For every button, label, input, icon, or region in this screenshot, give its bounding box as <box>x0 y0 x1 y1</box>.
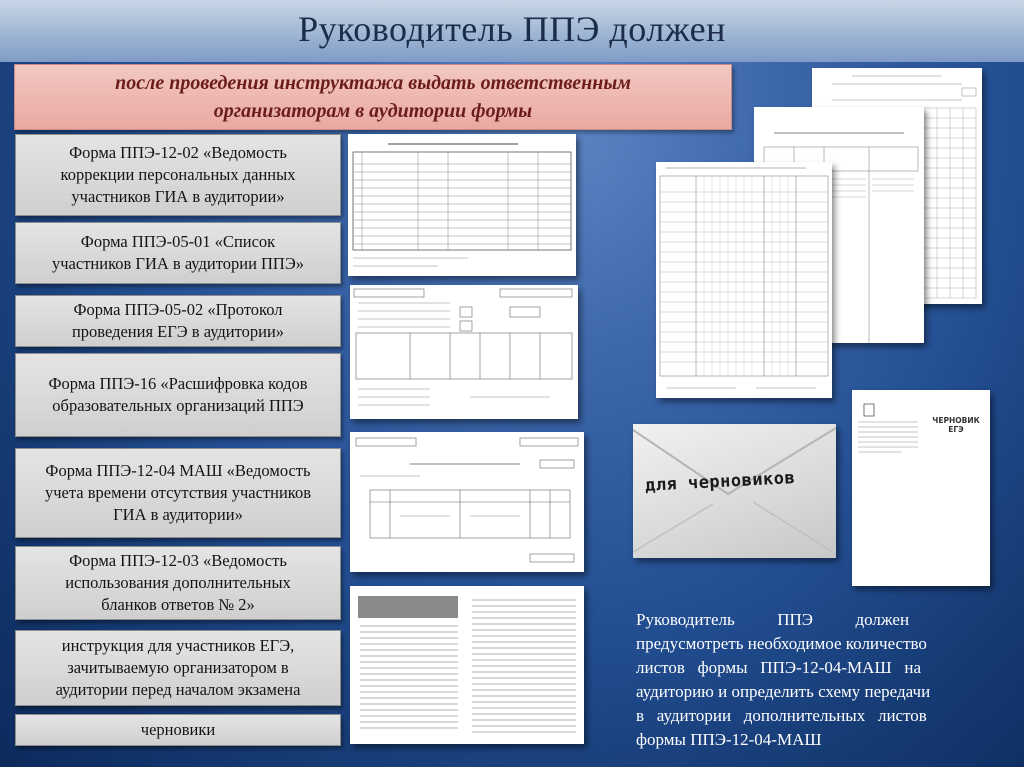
form-box-ppe-12-02 <box>15 134 341 216</box>
form-box-line: участников ГИА в аудитории ППЭ» <box>52 254 304 273</box>
form-box-line: черновики <box>140 720 216 739</box>
form-box-line: ГИА в аудитории» <box>113 505 243 524</box>
form-box-ppe-16 <box>15 353 341 437</box>
form-thumbnail-ppe-16 <box>350 432 584 572</box>
drafts-box <box>15 714 341 746</box>
form-box-line: Форма ППЭ-16 «Расшифровка кодов <box>48 374 308 393</box>
instruction-thumbnail <box>350 586 584 744</box>
form-box-line: Форма ППЭ-05-01 «Список <box>80 232 276 251</box>
note-line: в аудитории дополнительных листов <box>636 706 927 725</box>
stacked-form-front <box>656 162 832 398</box>
instruction-banner <box>14 64 732 130</box>
form-box-line: бланков ответов № 2» <box>101 595 255 614</box>
banner-line-2: организаторам в аудитории формы <box>213 100 533 122</box>
note-line: аудиторию и определить схему передачи <box>636 682 931 701</box>
form-box-ppe-12-04 <box>15 448 341 538</box>
form-box-line: коррекции персональных данных <box>60 165 296 184</box>
note-line: предусмотреть необходимое количество <box>636 634 927 653</box>
form-box-line: Форма ППЭ-12-04 МАШ «Ведомость <box>45 461 311 480</box>
draft-sheet-title: ЧЕРНОВИК ЕГЭ <box>932 416 980 434</box>
envelope-label: для черновиков <box>644 468 796 496</box>
form-box-line: образовательных организаций ППЭ <box>52 396 304 415</box>
form-box-line: Форма ППЭ-12-02 «Ведомость <box>69 143 287 162</box>
note-line: листов формы ППЭ-12-04-МАШ на <box>636 658 921 677</box>
form-box-line: аудитории перед началом экзамена <box>55 680 301 699</box>
instruction-box <box>15 630 341 706</box>
form-box-ppe-12-03 <box>15 546 341 620</box>
form-box-ppe-05-01 <box>15 222 341 284</box>
form-box-line: учета времени отсутствия участников <box>44 483 311 502</box>
drafts-envelope <box>633 424 836 558</box>
note-line: Руководитель ППЭ должен <box>636 610 910 629</box>
responsibility-note <box>636 608 988 752</box>
page-title: Руководитель ППЭ должен <box>298 9 726 49</box>
form-box-line: Форма ППЭ-12-03 «Ведомость <box>69 551 287 570</box>
form-box-ppe-05-02 <box>15 295 341 347</box>
form-box-line: проведения ЕГЭ в аудитории» <box>71 322 285 341</box>
form-box-line: инструкция для участников ЕГЭ, <box>61 636 295 655</box>
form-box-line: зачитываемую организатором в <box>67 658 289 677</box>
note-line: формы ППЭ-12-04-МАШ <box>636 730 822 749</box>
form-thumbnail-ppe-05-02 <box>350 285 578 419</box>
banner-line-1: после проведения инструктажа выдать ответственным <box>115 72 631 94</box>
form-box-line: использования дополнительных <box>65 573 291 592</box>
form-thumbnail-ppe-12-02 <box>348 134 576 276</box>
form-box-line: участников ГИА в аудитории» <box>71 187 285 206</box>
form-box-line: Форма ППЭ-05-02 «Протокол <box>73 300 283 319</box>
draft-sheet <box>852 390 990 586</box>
